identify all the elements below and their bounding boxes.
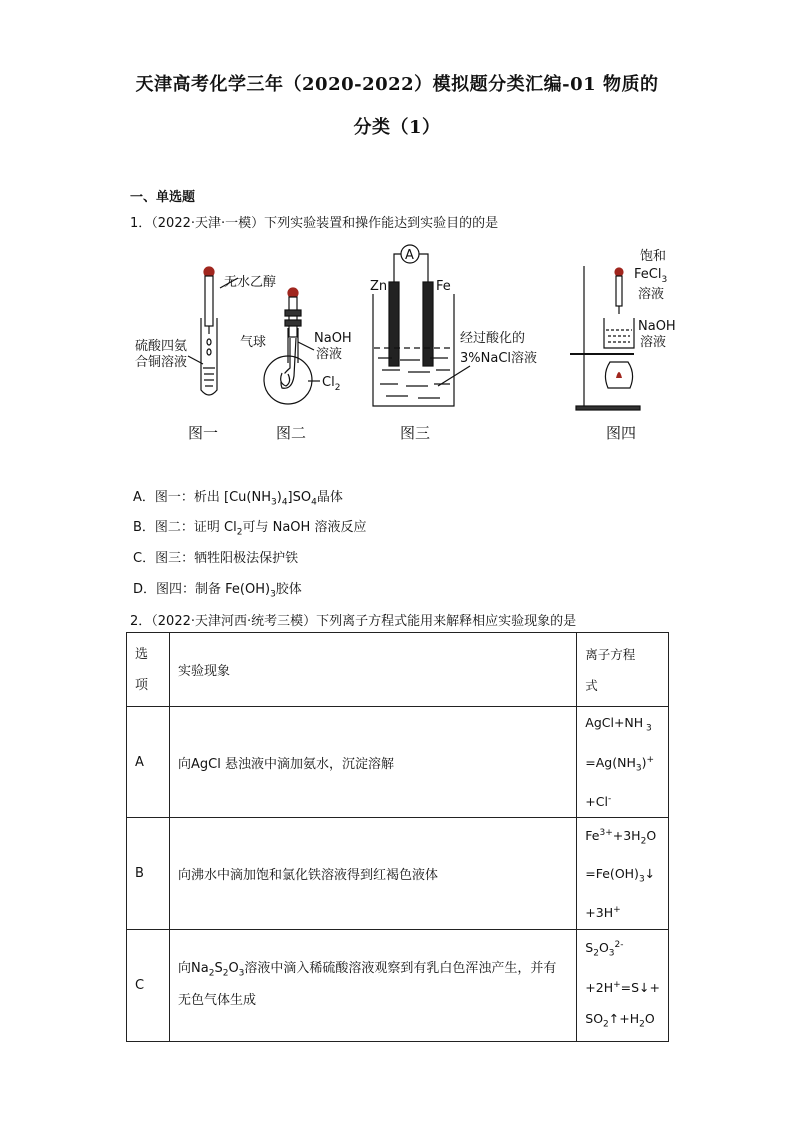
question-2-stem: 2．（2022·天津河西·统考三模）下列离子方程式能用来解释相应实验现象的是	[130, 614, 577, 629]
fig4-naoh-a: NaOH	[638, 319, 676, 334]
option-c: C．图三：牺牲阳极法保护铁	[133, 551, 299, 566]
doc-title-line1: 天津高考化学三年（2020-2022）模拟题分类汇编-01 物质的	[135, 74, 659, 95]
experiment-figure	[130, 238, 676, 448]
fig1-label-b: 合铜溶液	[135, 355, 188, 370]
header-option: 选 项	[127, 633, 170, 707]
table-header-row	[127, 633, 669, 707]
figure-3	[373, 245, 470, 406]
fig3-zn-label: Zn	[370, 279, 388, 294]
row-option: C	[127, 929, 170, 1041]
fig1-label-a: 硫酸四氨	[135, 339, 188, 354]
fig4-naoh-b: 溶液	[640, 335, 667, 350]
table-row	[127, 929, 669, 1041]
caption-fig1: 图一	[188, 424, 219, 442]
table-row	[127, 707, 669, 818]
ion-equation-table	[126, 632, 669, 1042]
row-option: A	[127, 707, 170, 818]
option-a: A．图一：析出 $[Cu(NH_3)_4]SO_4$晶体	[133, 490, 343, 508]
fig3-fe-label: Fe	[436, 279, 451, 294]
row-equation: AgCl+NH $_3$ $=Ag(NH_3)^+$ +Cl-	[577, 707, 669, 818]
fig4-label-b: FeCl$_3$	[634, 267, 668, 285]
doc-title-line2: 分类（1）	[353, 117, 441, 138]
caption-fig3: 图三	[400, 424, 431, 442]
table-row	[127, 818, 669, 929]
figure-4	[570, 266, 640, 410]
row-equation: $S_2O_3^{2-}$ +2H+=S↓+ $SO_2↑+H_2O$	[577, 929, 669, 1041]
fig3-solution-b: 3%NaCl溶液	[460, 351, 538, 366]
section-heading: 一、单选题	[130, 190, 196, 205]
header-phenomenon: 实验现象	[170, 633, 577, 707]
header-equation: 离子方程 式	[577, 633, 669, 707]
row-phenomenon: 向AgCl 悬浊液中滴加氨水，沉淀溶解	[170, 707, 577, 818]
fig3-solution-a: 经过酸化的	[460, 331, 526, 346]
question-1-stem: 1．（2022·天津·一模）下列实验装置和操作能达到实验目的的是	[130, 216, 499, 231]
fig2-naoh-b: 溶液	[316, 347, 343, 362]
row-option: B	[127, 818, 170, 929]
option-b: B．图二：证明 $Cl_2$可与 NaOH 溶液反应	[133, 520, 367, 538]
row-phenomenon: 向$Na_2S_2O_3$溶液中滴入稀硫酸溶液观察到有乳白色浑浊产生，并有 无色气体生成	[170, 929, 577, 1041]
fig3-meter-label: A	[405, 248, 414, 263]
figure-2	[264, 288, 320, 404]
fig4-label-a: 饱和	[640, 249, 667, 264]
fig2-cl2-label: $Cl_2$	[322, 375, 341, 393]
fig2-balloon-label: 气球	[240, 335, 267, 350]
fig2-naoh-a: NaOH	[314, 331, 352, 346]
fig1-label-top: 无水乙醇	[224, 275, 277, 290]
caption-fig4: 图四	[606, 424, 637, 442]
row-phenomenon: 向沸水中滴加饱和氯化铁溶液得到红褐色液体	[170, 818, 577, 929]
caption-fig2: 图二	[276, 424, 307, 442]
row-equation: $Fe^{3+}+3H_2O$ $=Fe(OH)_3↓$ +3H+	[577, 818, 669, 929]
option-d: D．图四：制备 $Fe(OH)_3$胶体	[133, 582, 302, 600]
fig4-label-c: 溶液	[638, 287, 665, 302]
